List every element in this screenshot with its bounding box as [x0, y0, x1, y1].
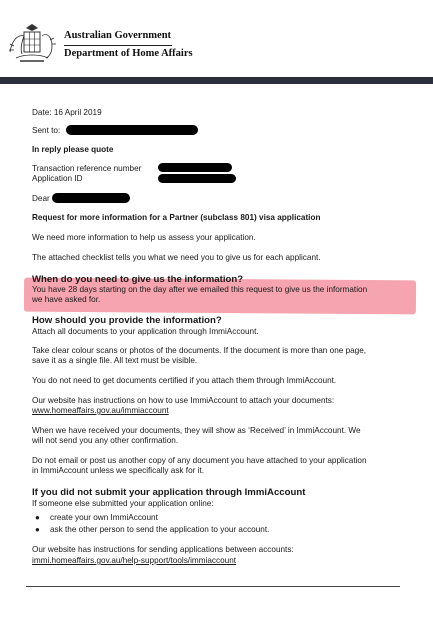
department-name: Department of Home Affairs: [64, 48, 193, 59]
help-support-link[interactable]: immi.homeaffairs.gov.au/help-support/tools/immiaccount: [32, 556, 237, 565]
sent-to-label: Sent to:: [32, 126, 61, 135]
immiaccount-link[interactable]: www.homeaffairs.gov.au/immiaccount: [32, 406, 169, 415]
application-label: Application ID: [32, 174, 83, 183]
intro-text: We need more information to help us assess your application.: [32, 233, 256, 242]
when-line-1: You have 28 days starting on the day after we emailed this request to give us the information: [32, 285, 368, 294]
not-submitted-p2: Our website has instructions for sending applications between accounts:: [32, 545, 294, 554]
when-heading: When do you need to give us the information?: [32, 274, 244, 285]
how-p2-line-1: Take clear colour scans or photos of the documents. If the document is more than one page,: [32, 346, 367, 355]
how-p1: Attach all documents to your application through ImmiAccount.: [32, 327, 259, 336]
footer-divider: [26, 586, 400, 587]
letter-date: Date: 16 April 2019: [32, 108, 102, 117]
bullet-icon: ●: [35, 513, 40, 522]
coat-of-arms-icon: [6, 22, 58, 66]
how-heading: How should you provide the information?: [32, 315, 222, 326]
redacted-transaction: [158, 163, 232, 172]
redacted-name: [52, 193, 130, 203]
how-p6-line-1: Do not email or post us another copy of any document you have attached to your application: [32, 456, 367, 465]
letterhead: [0, 0, 433, 86]
letter-subject: Request for more information for a Partner (subclass 801) visa application: [32, 213, 321, 222]
how-p2-line-2: save it as a single file. All text must be visible.: [32, 356, 198, 365]
redacted-application: [158, 174, 236, 183]
bullet-item-2: ask the other person to send the application to your account.: [50, 525, 270, 534]
reply-quote: In reply please quote: [32, 145, 114, 154]
header-bar: [0, 77, 433, 84]
checklist-text: The attached checklist tells you what we need you to give us for each applicant.: [32, 253, 321, 262]
how-p5-line-1: When we have received your documents, they will show as ‘Received’ in ImmiAccount. We: [32, 426, 361, 435]
how-p3: You do not need to get documents certified if you attach them through ImmiAccount.: [32, 376, 337, 385]
transaction-label: Transaction reference number: [32, 164, 142, 173]
redacted-email: [66, 125, 198, 135]
dear-label: Dear: [32, 194, 50, 203]
not-submitted-heading: If you did not submit your application through ImmiAccount: [32, 487, 306, 498]
not-submitted-p1: If someone else submitted your application online:: [32, 499, 214, 508]
government-name: Australian Government: [64, 30, 172, 41]
how-p5-line-2: will not send you any other confirmation.: [32, 436, 179, 445]
when-line-2: we have asked for.: [32, 295, 101, 304]
header-divider: [64, 45, 172, 46]
how-p6-line-2: in ImmiAccount unless we specifically ask for it.: [32, 466, 204, 475]
how-p4-line-1: Our website has instructions on how to use ImmiAccount to attach your documents:: [32, 396, 335, 405]
bullet-item-1: create your own ImmiAccount: [50, 513, 158, 522]
bullet-icon: ●: [35, 525, 40, 534]
